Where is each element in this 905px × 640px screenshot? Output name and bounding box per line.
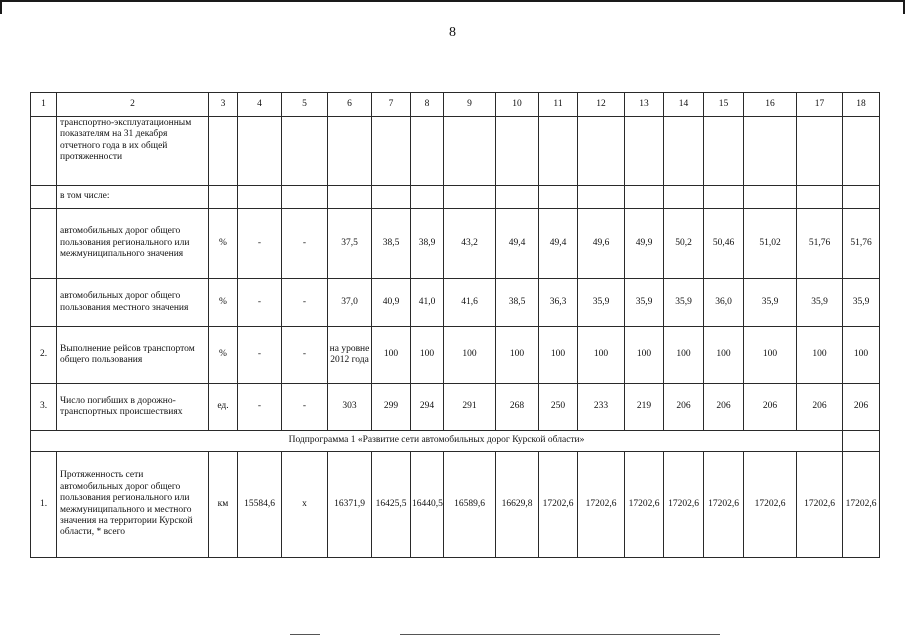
empty-cell [704,186,744,209]
value-cell: 15584,6 [238,452,282,558]
column-number-row [31,93,880,117]
header-cell: 14 [664,93,704,117]
table-row [31,452,880,558]
empty-cell [444,117,496,186]
value-cell: 40,9 [372,279,411,327]
empty-cell [704,117,744,186]
unit-cell: ед. [209,384,238,431]
value-cell: 36,0 [704,279,744,327]
value-cell: 17202,6 [744,452,797,558]
empty-cell [539,186,578,209]
indicator-name: транспортно-эксплуатационным показателям на 31 декабря отчетного года в их общей протяженности [57,117,209,186]
indicators-table [30,92,880,558]
header-cell: 15 [704,93,744,117]
value-cell: 16589,6 [444,452,496,558]
empty-cell [843,431,880,452]
unit-cell: % [209,279,238,327]
header-cell: 16 [744,93,797,117]
value-cell: 17202,6 [843,452,880,558]
value-cell: 49,4 [496,209,539,279]
value-cell: 49,4 [539,209,578,279]
indicator-name: Выполнение рейсов транспортом общего пользования [57,327,209,384]
value-cell: 100 [372,327,411,384]
row-number-cell [31,186,57,209]
value-cell: - [238,279,282,327]
value-cell: 16629,8 [496,452,539,558]
scan-artifact-line [400,634,720,635]
table-row [31,186,880,209]
empty-cell [444,186,496,209]
value-cell: - [282,327,328,384]
value-cell: 51,02 [744,209,797,279]
value-cell: 219 [625,384,664,431]
value-cell: 303 [328,384,372,431]
value-cell: 100 [797,327,843,384]
header-cell: 8 [411,93,444,117]
table-row [31,117,880,186]
value-cell: 100 [578,327,625,384]
value-cell: 250 [539,384,578,431]
value-cell: 233 [578,384,625,431]
value-cell: - [282,384,328,431]
value-cell: 100 [444,327,496,384]
value-cell: 100 [411,327,444,384]
empty-cell [797,117,843,186]
value-cell: 37,0 [328,279,372,327]
empty-cell [664,117,704,186]
value-cell: 41,0 [411,279,444,327]
empty-cell [578,117,625,186]
value-cell: 35,9 [797,279,843,327]
value-cell: - [282,279,328,327]
empty-cell [843,186,880,209]
value-cell: 35,9 [843,279,880,327]
table-row [31,279,880,327]
value-cell: 206 [704,384,744,431]
empty-cell [411,117,444,186]
empty-cell [496,186,539,209]
unit-cell: км [209,452,238,558]
value-cell: 294 [411,384,444,431]
empty-cell [282,186,328,209]
empty-cell [238,186,282,209]
page-top-border [0,0,905,2]
value-cell: - [238,327,282,384]
empty-cell [843,117,880,186]
value-cell: 100 [625,327,664,384]
empty-cell [209,117,238,186]
row-number-cell [31,209,57,279]
empty-cell [209,186,238,209]
header-cell: 7 [372,93,411,117]
header-cell: 4 [238,93,282,117]
row-number-cell: 3. [31,384,57,431]
value-cell: на уровне 2012 года [328,327,372,384]
scan-artifact-line [290,634,320,635]
empty-cell [238,117,282,186]
value-cell: х [282,452,328,558]
value-cell: 268 [496,384,539,431]
indicator-name: Протяженность сети автомобильных дорог общего пользования регионального или межмуниципального и местного значения на территории Курской области, * всего [57,452,209,558]
indicator-name: в том числе: [57,186,209,209]
value-cell: 100 [843,327,880,384]
value-cell: 100 [539,327,578,384]
empty-cell [539,117,578,186]
table-row [31,384,880,431]
value-cell: 17202,6 [539,452,578,558]
value-cell: 50,46 [704,209,744,279]
value-cell: - [238,384,282,431]
indicator-name: автомобильных дорог общего пользования местного значения [57,279,209,327]
empty-cell [797,186,843,209]
value-cell: 16440,5 [411,452,444,558]
value-cell: 291 [444,384,496,431]
header-cell: 10 [496,93,539,117]
value-cell: 36,3 [539,279,578,327]
value-cell: 35,9 [744,279,797,327]
value-cell: 206 [843,384,880,431]
value-cell: 100 [744,327,797,384]
header-cell: 1 [31,93,57,117]
value-cell: 35,9 [664,279,704,327]
value-cell: 51,76 [843,209,880,279]
header-cell: 9 [444,93,496,117]
unit-cell: % [209,209,238,279]
row-number-cell [31,117,57,186]
value-cell: 41,6 [444,279,496,327]
value-cell: 299 [372,384,411,431]
header-cell: 18 [843,93,880,117]
value-cell: 100 [664,327,704,384]
indicator-name: автомобильных дорог общего пользования регионального или межмуниципального значения [57,209,209,279]
header-cell: 11 [539,93,578,117]
header-cell: 3 [209,93,238,117]
header-cell: 13 [625,93,664,117]
value-cell: 206 [744,384,797,431]
unit-cell: % [209,327,238,384]
empty-cell [744,117,797,186]
empty-cell [744,186,797,209]
indicator-name: Число погибших в дорожно-транспортных происшествиях [57,384,209,431]
value-cell: 50,2 [664,209,704,279]
empty-cell [578,186,625,209]
value-cell: 51,76 [797,209,843,279]
value-cell: 100 [496,327,539,384]
value-cell: 35,9 [625,279,664,327]
value-cell: 38,5 [372,209,411,279]
value-cell: 17202,6 [625,452,664,558]
value-cell: 38,9 [411,209,444,279]
value-cell: - [282,209,328,279]
empty-cell [625,117,664,186]
header-cell: 5 [282,93,328,117]
empty-cell [328,117,372,186]
header-cell: 12 [578,93,625,117]
value-cell: 16371,9 [328,452,372,558]
empty-cell [372,186,411,209]
empty-cell [664,186,704,209]
row-number-cell [31,279,57,327]
subprogram-row [31,431,880,452]
value-cell: 17202,6 [664,452,704,558]
row-number-cell: 2. [31,327,57,384]
table-row [31,327,880,384]
header-cell: 17 [797,93,843,117]
value-cell: 206 [664,384,704,431]
empty-cell [328,186,372,209]
value-cell: 43,2 [444,209,496,279]
page-number: 8 [449,25,456,40]
value-cell: 17202,6 [797,452,843,558]
header-cell: 6 [328,93,372,117]
value-cell: 37,5 [328,209,372,279]
row-number-cell: 1. [31,452,57,558]
header-cell: 2 [57,93,209,117]
empty-cell [372,117,411,186]
table-row [31,209,880,279]
empty-cell [625,186,664,209]
empty-cell [411,186,444,209]
value-cell: 206 [797,384,843,431]
value-cell: 100 [704,327,744,384]
value-cell: 38,5 [496,279,539,327]
value-cell: 49,9 [625,209,664,279]
empty-cell [496,117,539,186]
value-cell: - [238,209,282,279]
subprogram-title: Подпрограмма 1 «Развитие сети автомобильных дорог Курской области» [31,431,843,452]
value-cell: 17202,6 [704,452,744,558]
value-cell: 49,6 [578,209,625,279]
value-cell: 17202,6 [578,452,625,558]
value-cell: 35,9 [578,279,625,327]
empty-cell [282,117,328,186]
page-left-edge [0,0,2,14]
value-cell: 16425,5 [372,452,411,558]
